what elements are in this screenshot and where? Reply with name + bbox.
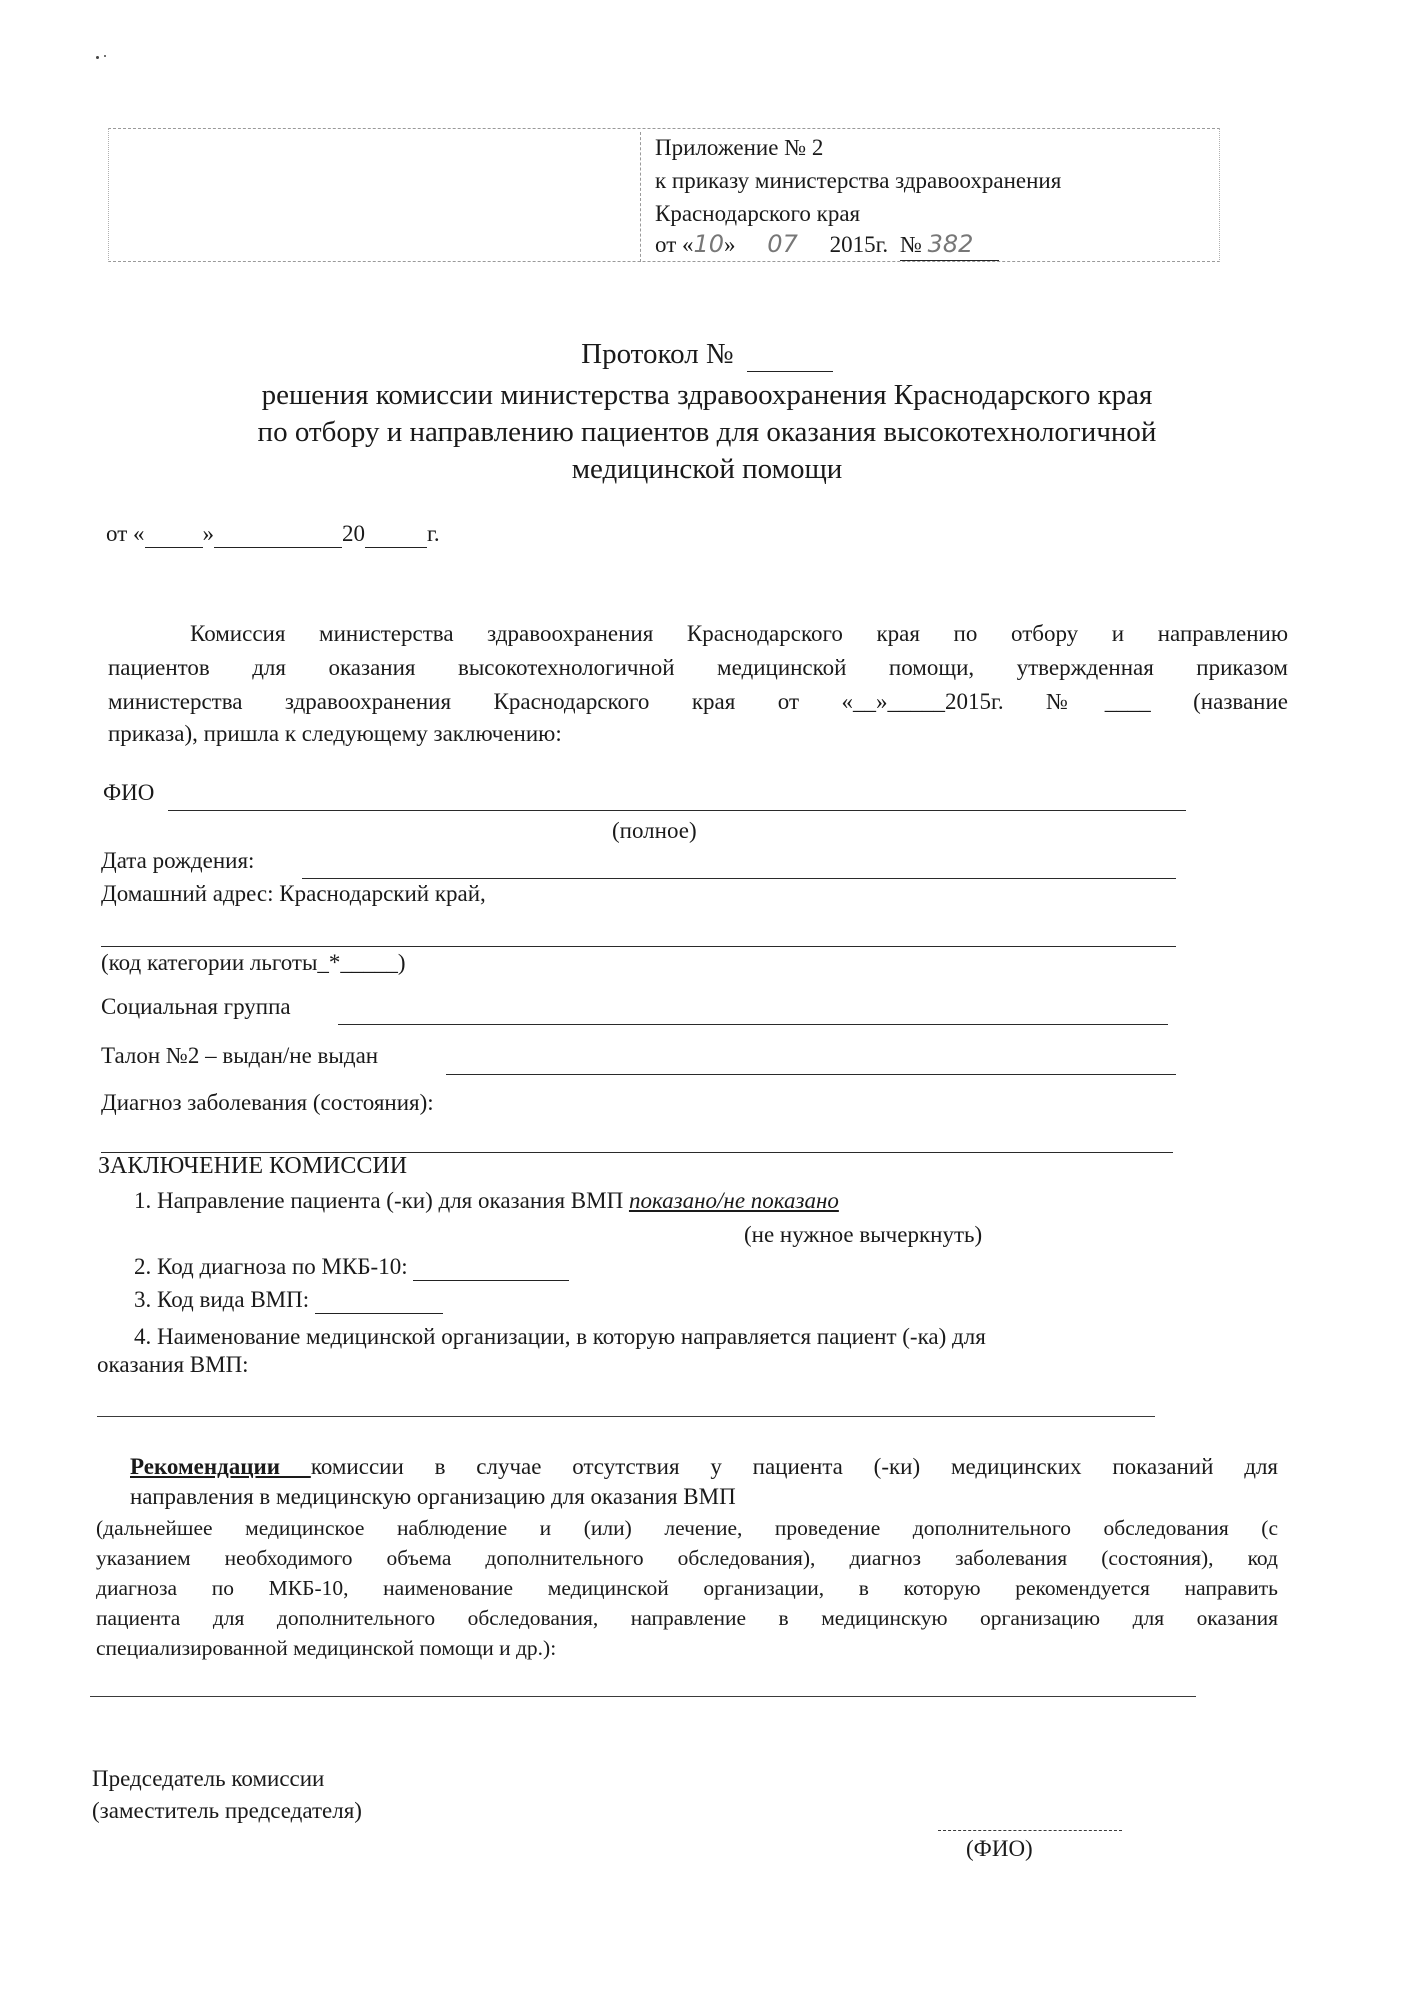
handwritten-number: 382 <box>927 230 974 258</box>
annex-order-ref: к приказу министерства здравоохранения <box>655 168 1062 193</box>
title-line-2: решения комиссии министерства здравоохранения Краснодарского края <box>261 379 1153 411</box>
intro-line-1: Комиссия министерства здравоохранения Краснодарского края по отбору и направлению <box>190 621 1288 646</box>
talon-line <box>446 1074 1176 1075</box>
recommendations-line-2: направления в медицинскую организацию для оказания ВМП <box>130 1484 736 1509</box>
recommendations-line-1-text: комиссии в случае отсутствия у пациента (-ки) медицинских показаний для <box>310 1454 1278 1479</box>
scan-speck <box>104 55 106 57</box>
fio-hint: (полное) <box>612 818 697 843</box>
annex-region: Краснодарского края <box>655 201 861 226</box>
deputy-label: (заместитель председателя) <box>92 1798 362 1823</box>
fio-line <box>168 810 1186 811</box>
annex-year: 2015г. <box>829 232 889 257</box>
intro-line-2: пациентов для оказания высокотехнологичной медицинской помощи, утвержденная приказом <box>108 655 1288 680</box>
fio-label: ФИО <box>103 780 155 805</box>
conclusion-item-4-cont: оказания ВМП: <box>97 1352 249 1377</box>
scan-speck <box>96 56 99 59</box>
conclusion-item-4: 4. Наименование медицинской организации, в которую направляется пациент (-ка) для <box>134 1324 986 1349</box>
recommendations-line-1 <box>130 1454 1278 1480</box>
chairman-label: Председатель комиссии <box>92 1766 325 1791</box>
talon-label: Талон №2 – выдан/не выдан <box>101 1043 379 1068</box>
item-1-text: 1. Направление пациента (-ки) для оказания ВМП <box>134 1188 624 1213</box>
address-line <box>101 946 1176 947</box>
recommendations-line-4: указанием необходимого объема дополнительного обследования), диагноз заболевания (состояния), код <box>96 1546 1278 1570</box>
vmp-code-blank <box>315 1287 443 1314</box>
diagnosis-label: Диагноз заболевания (состояния): <box>101 1090 434 1115</box>
annex-title: Приложение № 2 <box>655 135 824 160</box>
recommendations-line <box>90 1696 1196 1697</box>
date-day-blank <box>145 521 203 548</box>
intro-line-3: министерства здравоохранения Краснодарского края от «__»_____2015г. №____ (название <box>108 689 1288 714</box>
birth-date-label: Дата рождения: <box>101 848 255 873</box>
item-1-hint: (не нужное вычеркнуть) <box>744 1222 983 1247</box>
date-month-blank <box>214 521 342 548</box>
protocol-title-text: Протокол № <box>581 338 734 370</box>
recommendations-line-5: диагноза по МКБ-10, наименование медицинской организации, в которую рекомендуется направить <box>96 1576 1278 1600</box>
handwritten-day: 10 <box>693 230 725 258</box>
recommendations-line-7 <box>96 1636 1278 1661</box>
protocol-date-field <box>106 521 440 548</box>
birth-date-line <box>302 878 1176 879</box>
organization-line <box>97 1416 1155 1417</box>
item-2-text: 2. Код диагноза по МКБ-10: <box>134 1254 408 1279</box>
title-line-3: по отбору и направлению пациентов для оказания высокотехнологичной <box>257 416 1157 448</box>
benefit-code-label: (код категории льготы_*_____) <box>101 950 406 975</box>
conclusion-heading: ЗАКЛЮЧЕНИЕ КОМИССИИ <box>98 1153 408 1179</box>
recommendations-line-3: (дальнейшее медицинское наблюдение и (или) лечение, проведение дополнительного обследования (с <box>96 1516 1278 1540</box>
intro-line-4: приказа), пришла к следующему заключению: <box>108 721 562 746</box>
signature-line <box>938 1830 1122 1831</box>
signature-fio: (ФИО) <box>966 1836 1033 1861</box>
date-suffix: г. <box>427 521 440 546</box>
conclusion-item-1 <box>134 1188 839 1214</box>
date-prefix: от « <box>106 521 145 546</box>
date-close: » <box>202 521 214 546</box>
protocol-number-field <box>747 338 833 372</box>
annex-divider <box>640 132 641 262</box>
annex-date-line <box>655 229 999 261</box>
item-1-value: показано/не показано <box>628 1188 839 1213</box>
recommendations-heading: Рекомендации <box>130 1454 311 1479</box>
protocol-title <box>0 338 1414 372</box>
recommendations-line-7-text: специализированной медицинской помощи и др.): <box>96 1636 557 1660</box>
icd10-code-blank <box>413 1254 569 1281</box>
recommendations-line-6: пациента для дополнительного обследования, направление в медицинскую организацию для оказания <box>96 1606 1278 1630</box>
item-3-text: 3. Код вида ВМП: <box>134 1287 310 1312</box>
social-group-label: Социальная группа <box>101 994 291 1019</box>
annex-number-field <box>900 229 1000 261</box>
conclusion-item-3 <box>134 1287 443 1314</box>
date-century: 20 <box>342 521 365 546</box>
annex-number-label: № <box>899 232 922 257</box>
annex-date-close: » <box>724 232 736 257</box>
date-year-blank <box>365 521 427 548</box>
handwritten-month: 07 <box>767 230 798 258</box>
conclusion-item-2 <box>134 1254 569 1281</box>
title-line-4: медицинской помощи <box>571 453 843 485</box>
address-label: Домашний адрес: Краснодарский край, <box>101 881 486 906</box>
social-group-line <box>338 1024 1168 1025</box>
annex-date-prefix: от « <box>655 232 694 257</box>
